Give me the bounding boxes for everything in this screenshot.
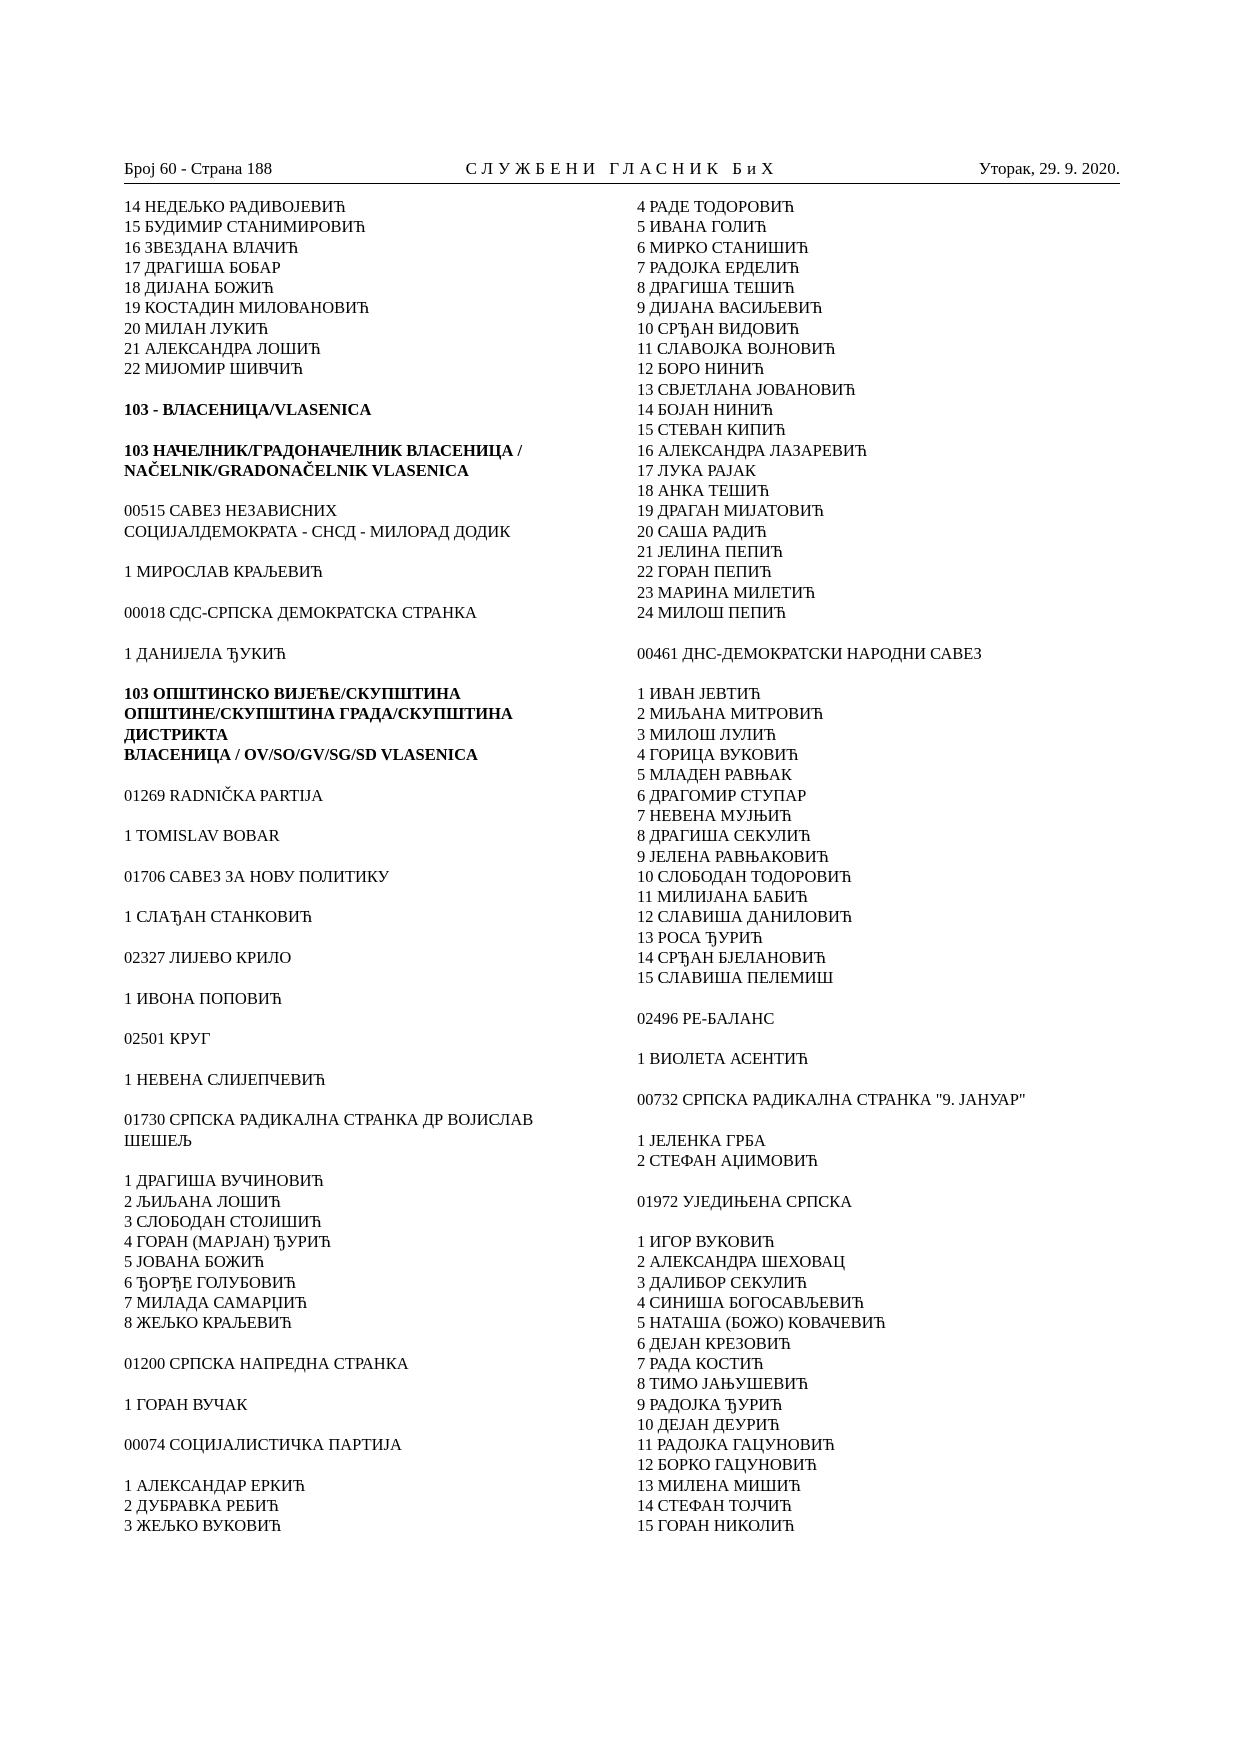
list-item: 3 МИЛОШ ЛУЛИЋ (637, 724, 777, 744)
list-item: 21 ЈЕЛИНА ПЕПИЋ (637, 542, 784, 562)
section-heading: 103 - ВЛАСЕНИЦА/VLASENICA (124, 399, 372, 419)
list-item: 15 СЛАВИША ПЕЛЕМИШ (637, 968, 834, 988)
list-item: 02496 РЕ-БАЛАНС (637, 1008, 775, 1028)
list-item: 12 БОРО НИНИЋ (637, 359, 765, 379)
section-heading: ВЛАСЕНИЦА / OV/SO/GV/SG/SD VLASENICA (124, 745, 478, 765)
list-item: 1 ИВОНА ПОПОВИЋ (124, 988, 282, 1008)
blank-line (124, 420, 594, 440)
right-column (637, 197, 1107, 1537)
list-item: 00515 САВЕЗ НЕЗАВИСНИХ (124, 501, 338, 521)
blank-line (124, 806, 594, 826)
list-item: 20 САША РАДИЋ (637, 521, 767, 541)
list-item: 9 ДИЈАНА ВАСИЉЕВИЋ (637, 298, 823, 318)
list-item: 01730 СРПСКА РАДИКАЛНА СТРАНКА ДР ВОЈИСЛАВ (124, 1110, 534, 1130)
list-item: 6 ДРАГОМИР СТУПАР (637, 785, 807, 805)
blank-line (124, 1334, 594, 1354)
list-item: 3 СЛОБОДАН СТОЈИШИЋ (124, 1211, 322, 1231)
blank-line (637, 1212, 1107, 1232)
list-item: 10 СЛОБОДАН ТОДОРОВИЋ (637, 866, 852, 886)
list-item: 19 КОСТАДИН МИЛОВАНОВИЋ (124, 298, 370, 318)
blank-line (637, 1110, 1107, 1130)
list-item: 6 МИРКО СТАНИШИЋ (637, 237, 809, 257)
gazette-title: СЛУЖБЕНИ ГЛАСНИК БиХ (465, 159, 779, 178)
page-header (124, 157, 1120, 184)
list-item: 24 МИЛОШ ПЕПИЋ (637, 602, 787, 622)
list-item: 02501 КРУГ (124, 1029, 211, 1049)
list-item: 11 СЛАВОЈКА ВОЈНОВИЋ (637, 339, 836, 359)
left-column (124, 197, 594, 1537)
blank-line (124, 968, 594, 988)
section-heading: 103 НАЧЕЛНИК/ГРАДОНАЧЕЛНИК ВЛАСЕНИЦА / (124, 440, 523, 460)
list-item: 8 ДРАГИША ТЕШИЋ (637, 278, 795, 298)
list-item: 12 СЛАВИША ДАНИЛОВИЋ (637, 907, 853, 927)
list-item: 15 СТЕВАН КИПИЋ (637, 420, 786, 440)
issue-page-number: Број 60 - Страна 188 (124, 159, 273, 178)
list-item: 11 РАДОЈКА ГАЦУНОВИЋ (637, 1435, 835, 1455)
list-item: 00018 СДС-СРПСКА ДЕМОКРАТСКА СТРАНКА (124, 602, 477, 622)
list-item: 00074 СОЦИЈАЛИСТИЧКА ПАРТИЈА (124, 1435, 402, 1455)
list-item: 1 МИРОСЛАВ КРАЉЕВИЋ (124, 562, 323, 582)
list-item: 17 ДРАГИША БОБАР (124, 257, 281, 277)
list-item: 7 РАДА КОСТИЋ (637, 1353, 764, 1373)
blank-line (124, 623, 594, 643)
blank-line (124, 1151, 594, 1171)
list-item: 5 НАТАША (БОЖО) КОВАЧЕВИЋ (637, 1313, 886, 1333)
list-item: 19 ДРАГАН МИЈАТОВИЋ (637, 501, 824, 521)
blank-line (637, 1171, 1107, 1191)
list-item: 4 ГОРИЦА ВУКОВИЋ (637, 745, 799, 765)
list-item: 6 ДЕЈАН КРЕЗОВИЋ (637, 1333, 791, 1353)
blank-line (124, 1049, 594, 1069)
list-item: 01706 САВЕЗ ЗА НОВУ ПОЛИТИКУ (124, 866, 390, 886)
list-item: СОЦИЈАЛДЕМОКРАТА - СНСД - МИЛОРАД ДОДИК (124, 521, 511, 541)
blank-line (124, 1455, 594, 1475)
list-item: 3 ЖЕЉКО ВУКОВИЋ (124, 1516, 282, 1536)
list-item: 5 ИВАНА ГОЛИЋ (637, 217, 767, 237)
list-item: 17 ЛУКА РАЈАК (637, 460, 756, 480)
list-item: 4 СИНИША БОГОСАВЉЕВИЋ (637, 1293, 865, 1313)
list-item: 1 ИВАН ЈЕВТИЋ (637, 684, 761, 704)
blank-line (124, 583, 594, 603)
list-item: 1 СЛАЂАН СТАНКОВИЋ (124, 907, 313, 927)
list-item: 8 ДРАГИША СЕКУЛИЋ (637, 826, 811, 846)
list-item: 01972 УЈЕДИЊЕНА СРПСКА (637, 1191, 853, 1211)
list-item: 8 ЖЕЉКО КРАЉЕВИЋ (124, 1313, 292, 1333)
publication-date: Уторак, 29. 9. 2020. (978, 159, 1120, 178)
blank-line (124, 542, 594, 562)
blank-line (124, 1374, 594, 1394)
blank-line (124, 380, 594, 400)
list-item: 2 ДУБРАВКА РЕБИЋ (124, 1496, 279, 1515)
list-item: 8 ТИМО ЈАЊУШЕВИЋ (637, 1374, 809, 1394)
list-item: 1 ВИОЛЕТА АСЕНТИЋ (637, 1049, 809, 1069)
list-item: 2 МИЉАНА МИТРОВИЋ (637, 704, 824, 724)
list-item: 10 СРЂАН ВИДОВИЋ (637, 318, 800, 338)
list-item: 22 ГОРАН ПЕПИЋ (637, 562, 772, 582)
list-item: 2 АЛЕКСАНДРА ШЕХОВАЦ (637, 1252, 846, 1272)
list-item: 12 БОРКО ГАЦУНОВИЋ (637, 1455, 817, 1475)
list-item: 16 АЛЕКСАНДРА ЛАЗАРЕВИЋ (637, 440, 868, 460)
list-item: ШЕШЕЉ (124, 1130, 192, 1150)
blank-line (124, 1090, 594, 1110)
list-item: 9 РАДОЈКА ЂУРИЋ (637, 1394, 783, 1414)
blank-line (637, 1070, 1107, 1090)
blank-line (637, 1029, 1107, 1049)
list-item: 16 ЗВЕЗДАНА ВЛАЧИЋ (124, 237, 299, 257)
blank-line (637, 664, 1107, 684)
list-item: 7 РАДОЈКА ЕРДЕЛИЋ (637, 257, 800, 277)
list-item: 15 ГОРАН НИКОЛИЋ (637, 1516, 795, 1536)
list-item: 22 МИЈОМИР ШИВЧИЋ (124, 359, 304, 379)
list-item: 23 МАРИНА МИЛЕТИЋ (637, 582, 816, 602)
list-item: 20 МИЛАН ЛУКИЋ (124, 318, 269, 338)
list-item: 18 ДИЈАНА БОЖИЋ (124, 278, 274, 298)
list-item: 21 АЛЕКСАНДРА ЛОШИЋ (124, 339, 321, 359)
list-item: 1 TOMISLAV BOBAR (124, 826, 280, 846)
list-item: 2 СТЕФАН АЏИМОВИЋ (637, 1150, 818, 1170)
blank-line (124, 765, 594, 785)
list-item: 7 НЕВЕНА МУЈЊИЋ (637, 805, 792, 825)
list-item: 14 СТЕФАН ТОЈЧИЋ (637, 1496, 792, 1515)
list-item: 4 ГОРАН (МАРЈАН) ЂУРИЋ (124, 1232, 331, 1252)
list-item: 14 НЕДЕЉКО РАДИВОЈЕВИЋ (124, 197, 346, 216)
list-item: 1 ДРАГИША ВУЧИНОВИЋ (124, 1171, 324, 1191)
list-item: 4 РАДЕ ТОДОРОВИЋ (637, 197, 795, 216)
blank-line (637, 623, 1107, 643)
section-heading: NAČELNIK/GRADONAČELNIK VLASENICA (124, 460, 469, 480)
list-item: 14 БОЈАН НИНИЋ (637, 399, 774, 419)
list-item: 18 АНКА ТЕШИЋ (637, 481, 770, 501)
list-item: 1 ДАНИЈЕЛА ЂУКИЋ (124, 643, 287, 663)
list-item: 02327 ЛИЈЕВО КРИЛО (124, 947, 292, 967)
blank-line (124, 1415, 594, 1435)
blank-line (124, 928, 594, 948)
list-item: 01200 СРПСКА НАПРЕДНА СТРАНКА (124, 1353, 409, 1373)
list-item: 5 МЛАДЕН РАВЊАК (637, 765, 792, 785)
list-item: 1 ИГОР ВУКОВИЋ (637, 1232, 775, 1252)
section-heading: ОПШТИНЕ/СКУПШТИНА ГРАДА/СКУПШТИНА (124, 704, 513, 724)
list-item: 00732 СРПСКА РАДИКАЛНА СТРАНКА "9. ЈАНУАР" (637, 1090, 1026, 1110)
list-item: 13 МИЛЕНА МИШИЋ (637, 1475, 801, 1495)
blank-line (124, 887, 594, 907)
list-item: 1 ГОРАН ВУЧАК (124, 1394, 248, 1414)
list-item: 15 БУДИМИР СТАНИМИРОВИЋ (124, 217, 366, 237)
list-item: 7 МИЛАДА САМАРЏИЋ (124, 1293, 308, 1313)
list-item: 11 МИЛИЈАНА БАБИЋ (637, 887, 808, 907)
list-item: 9 ЈЕЛЕНА РАВЊАКОВИЋ (637, 846, 829, 866)
list-item: 13 СВЈЕТЛАНА ЈОВАНОВИЋ (637, 379, 856, 399)
list-item: 10 ДЕЈАН ДЕУРИЋ (637, 1414, 780, 1434)
list-item: 1 АЛЕКСАНДАР ЕРКИЋ (124, 1475, 306, 1495)
blank-line (637, 989, 1107, 1009)
blank-line (124, 481, 594, 501)
section-heading: 103 ОПШТИНСКО ВИЈЕЋЕ/СКУПШТИНА (124, 684, 461, 704)
list-item: 6 ЂОРЂЕ ГОЛУБОВИЋ (124, 1272, 297, 1292)
list-item: 5 ЈОВАНА БОЖИЋ (124, 1252, 265, 1272)
list-item: 1 НЕВЕНА СЛИЈЕПЧЕВИЋ (124, 1069, 326, 1089)
list-item: 2 ЉИЉАНА ЛОШИЋ (124, 1191, 281, 1211)
blank-line (124, 664, 594, 684)
blank-line (124, 1009, 594, 1029)
list-item: 1 ЈЕЛЕНКА ГРБА (637, 1130, 766, 1150)
list-item: 13 РОСА ЂУРИЋ (637, 927, 763, 947)
list-item: 00461 ДНС-ДЕМОКРАТСКИ НАРОДНИ САВЕЗ (637, 643, 982, 663)
blank-line (124, 847, 594, 867)
section-heading: ДИСТРИКТА (124, 724, 229, 744)
list-item: 14 СРЂАН БЈЕЛАНОВИЋ (637, 947, 827, 967)
list-item: 3 ДАЛИБОР СЕКУЛИЋ (637, 1272, 808, 1292)
list-item: 01269 RADNIČKA PARTIJA (124, 785, 324, 805)
